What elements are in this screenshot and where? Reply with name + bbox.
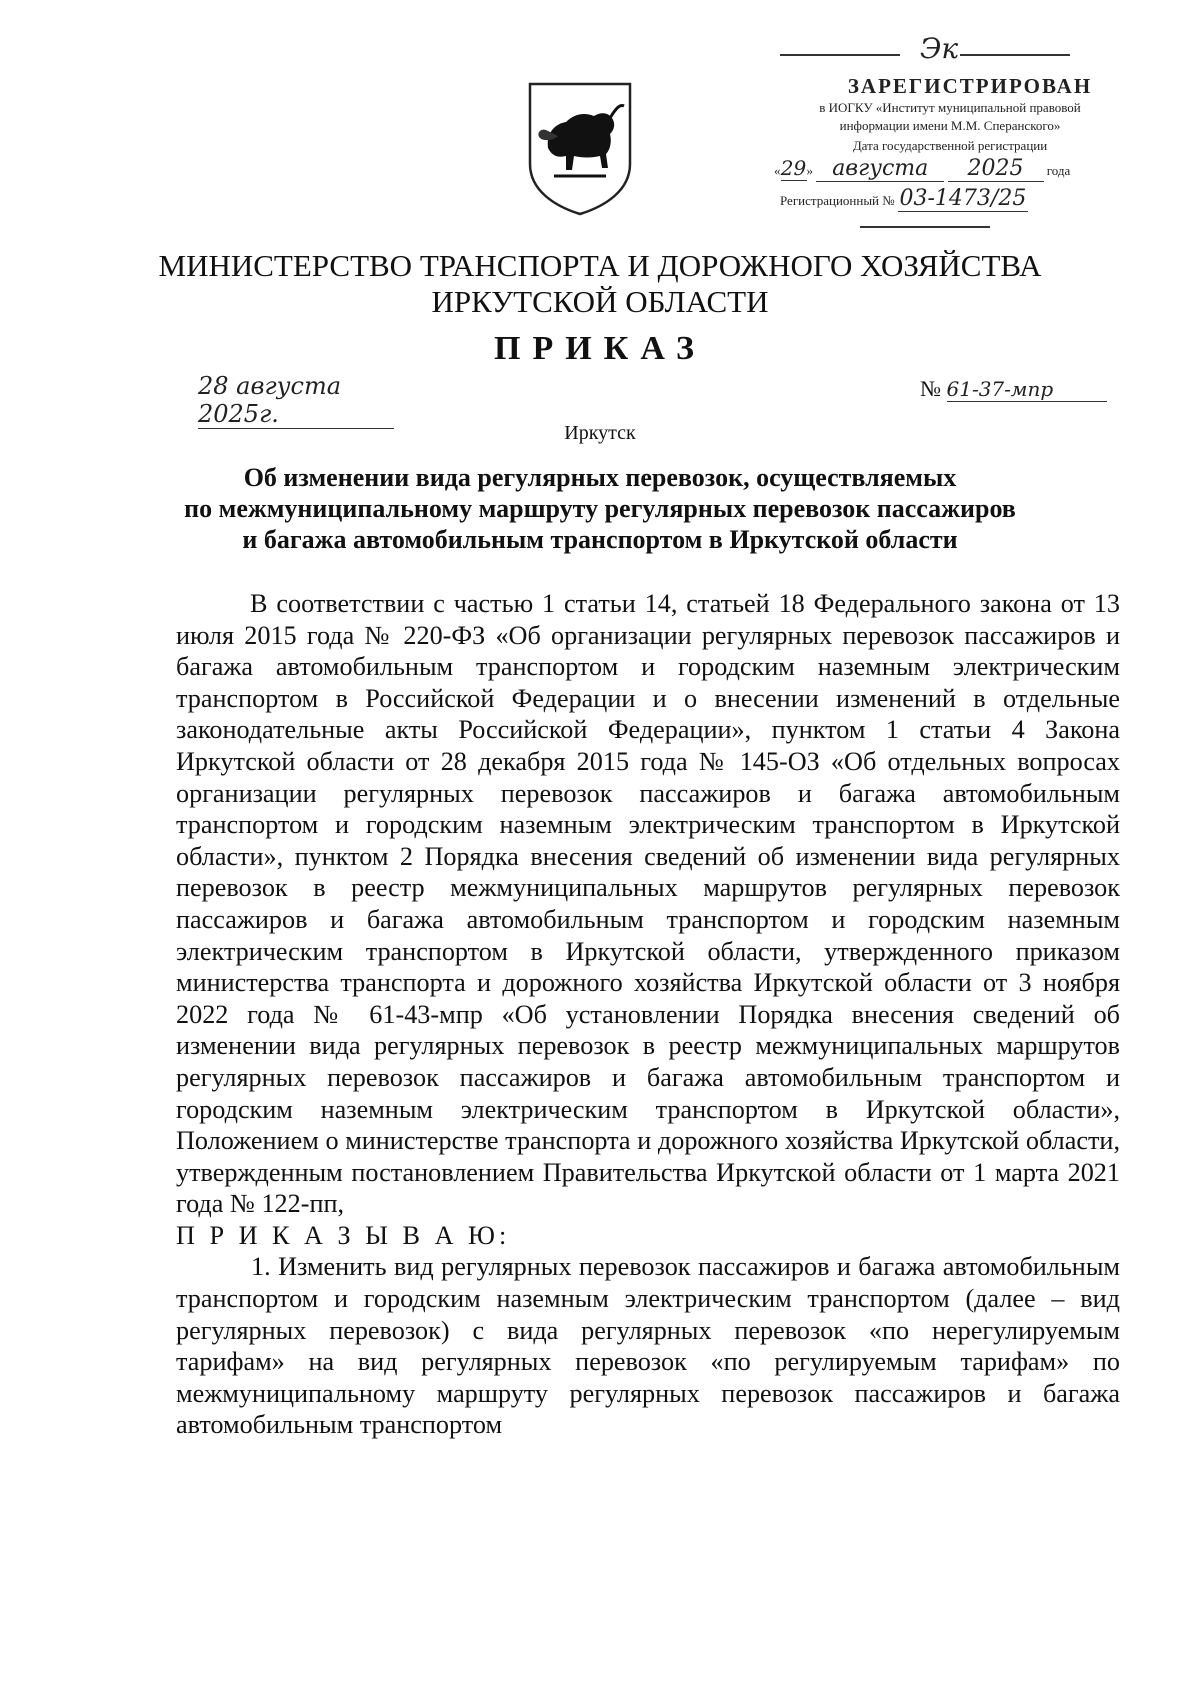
- document-date: [198, 372, 394, 429]
- stamp-org-line2: информации имени М.М. Сперанского»: [839, 118, 1061, 133]
- document-number-value: 61-37-мпр: [947, 377, 1107, 402]
- item-1-paragraph: 1. Изменить вид регулярных перевозок пассажиров и багажа автомобильным транспортом и городским наземным электрическим транспортом (далее – вид регулярных перевозок) с вида регулярных перевозок «по нерегулируемым тарифам» на вид регулярных перевозок «по регулируемым тарифам» по межмуниципальному маршруту регулярных перевозок пассажиров и багажа автомобильным транспортом: [176, 1252, 1120, 1440]
- title-line2: по межмуниципальному маршруту регулярных перевозок пассажиров: [184, 494, 1016, 523]
- stamp-top-rule: [780, 54, 900, 56]
- document-date-value: 28 августа 2025г.: [198, 372, 394, 429]
- orders-heading: П Р И К А З Ы В А Ю:: [176, 1220, 511, 1250]
- registration-stamp: [774, 32, 1160, 238]
- stamp-date-label: Дата государственной регистрации: [852, 138, 1048, 153]
- title-line1: Об изменении вида регулярных перевозок, осуществляемых: [243, 463, 957, 492]
- document-title: [160, 462, 1040, 555]
- stamp-year-suffix: года: [1046, 163, 1071, 178]
- stamp-signature: Эк: [920, 32, 959, 65]
- stamp-title: ЗАРЕГИСТРИРОВАН: [847, 74, 1093, 98]
- stamp-date-quote-close: »: [806, 163, 813, 178]
- ministry-line1: МИНИСТЕРСТВО ТРАНСПОРТА И ДОРОЖНОГО ХОЗЯЙСТВА: [158, 248, 1042, 283]
- stamp-reg-number: 03-1473/25: [899, 186, 1027, 211]
- document-body: [176, 588, 1120, 1441]
- stamp-bottom-rule: [860, 226, 990, 228]
- stamp-date-year: 2025: [948, 156, 1044, 182]
- stamp-org-line1: в ИОГКУ «Институт муниципальной правовой: [819, 100, 1081, 115]
- stamp-reg-label: Регистрационный №: [780, 193, 895, 208]
- stamp-top-rule-right: [960, 54, 1070, 56]
- ministry-heading: [0, 248, 1200, 320]
- document-number-prefix: №: [920, 376, 941, 401]
- coat-of-arms-emblem: [524, 78, 636, 218]
- stamp-date-quote-open: «: [774, 163, 781, 178]
- stamp-date-day: 29: [780, 156, 807, 180]
- stamp-date-month: августа: [816, 156, 944, 182]
- ministry-line2: ИРКУТСКОЙ ОБЛАСТИ: [431, 284, 769, 319]
- document-number: [920, 376, 1107, 402]
- preamble-paragraph: В соответствии с частью 1 статьи 14, статьей 18 Федерального закона от 13 июля 2015 года № 220-ФЗ «Об организации регулярных перевозок пассажиров и багажа автомобильным транспортом и городским наземным электрическим транспортом в Российской Федерации и о внесении изменений в отдельные законодательные акты Российской Федерации», пунктом 1 статьи 4 Закона Иркутской области от 28 декабря 2015 года № 145-ОЗ «Об отдельных вопросах организации регулярных перевозок пассажиров и багажа автомобильным транспортом и городским наземным электрическим транспортом в Иркутской области», пунктом 2 Порядка внесения сведений об изменении вида регулярных перевозок в реестр межмуниципальных маршрутов регулярных перевозок пассажиров и багажа автомобильным транспортом и городским наземным электрическим транспортом в Иркутской области, утвержденного приказом министерства транспорта и дорожного хозяйства Иркутской области от 3 ноября 2022 года № 61-43-мпр «Об установлении Порядка внесения сведений об изменении вида регулярных перевозок в реестр межмуниципальных маршрутов регулярных перевозок пассажиров и багажа автомобильным транспортом и городским наземным электрическим транспортом в Иркутской области», Положением о министерстве транспорта и дорожного хозяйства Иркутской области, утвержденным постановлением Правительства Иркутской области от 1 марта 2021 года № 122-пп,: [176, 589, 1120, 1219]
- stamp-reg-row: [780, 186, 1028, 212]
- title-line3: и багажа автомобильным транспортом в Иркутской области: [242, 525, 958, 554]
- document-type: ПРИКАЗ: [494, 330, 706, 367]
- stamp-date-row: [774, 156, 1070, 182]
- document-city: Иркутск: [564, 422, 636, 444]
